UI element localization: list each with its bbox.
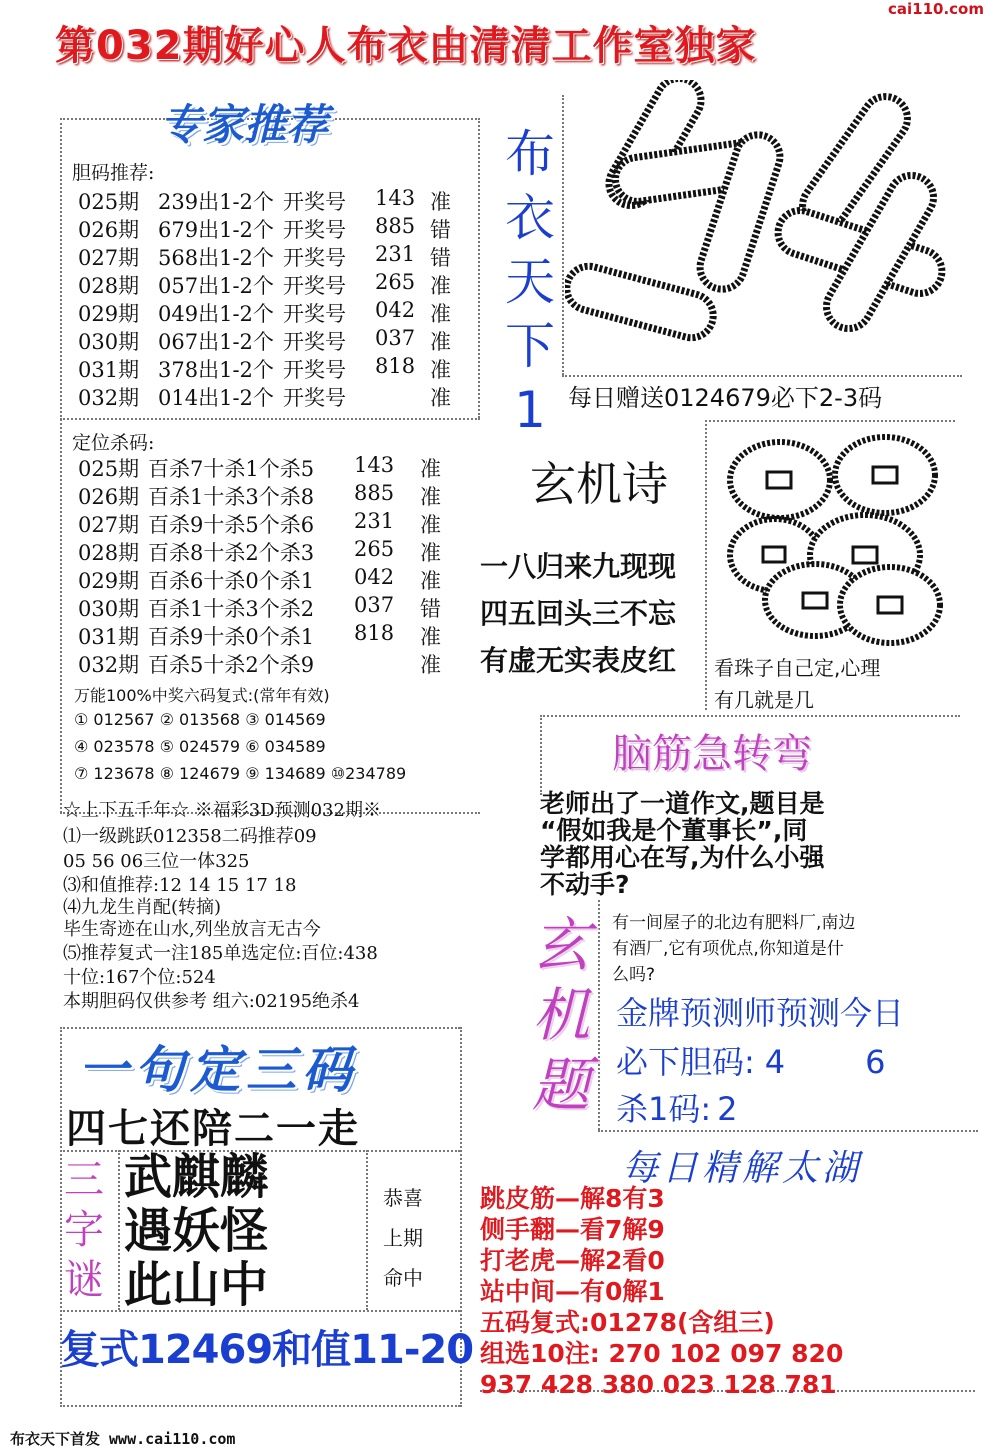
congrats <box>383 1178 423 1298</box>
poem-line: 一八归来九现现 <box>480 550 677 583</box>
dan-row-cell: 057出1-2个 <box>158 274 274 298</box>
divider <box>60 1405 460 1407</box>
dan-row-cell: 032期 <box>78 386 140 410</box>
taihu-lines <box>480 1183 843 1400</box>
dan-row-cell: 265 <box>375 270 416 294</box>
congrats-line: 命中 <box>383 1266 423 1290</box>
dan-row-cell: 239出1-2个 <box>158 190 274 214</box>
question-line: 么吗? <box>612 965 656 985</box>
dan-row-cell: 049出1-2个 <box>158 302 274 326</box>
divider <box>60 118 62 813</box>
numbers-54-graphic <box>565 80 965 375</box>
dan-row-cell: 准 <box>430 274 451 298</box>
kill-row-cell: 百杀8十杀2个杀3 <box>148 541 315 565</box>
divider <box>705 420 707 710</box>
kill-code-line <box>616 1084 738 1130</box>
kill-row-cell: 准 <box>420 485 441 509</box>
divider <box>562 375 962 377</box>
poem-line: 四五回头三不忘 <box>480 597 677 630</box>
dan-row-cell: 042 <box>375 298 416 322</box>
xuanji-ti-char: 机 <box>532 981 591 1049</box>
sanzi-char: 谜 <box>64 1257 104 1303</box>
kill-row-cell: 885 <box>354 481 395 505</box>
daily-gift: 每日赠送0124679必下2-3码 <box>568 384 883 412</box>
site-logo-text[interactable]: cai110.com <box>888 0 984 18</box>
dan-row-cell: 准 <box>430 386 451 410</box>
page-title: 第032期好心人布衣由清清工作室独家 <box>55 23 757 69</box>
six-code-label: 万能100%中奖六码复式:(常年有效) <box>74 686 330 705</box>
history-line: 毕生寄迹在山水,列坐放言无古今 <box>63 919 321 940</box>
divider <box>598 900 600 1130</box>
coins-98-graphic <box>715 425 955 650</box>
footer-link[interactable]: 布衣天下首发 www.cai110.com <box>10 1430 236 1448</box>
dan-row-cell: 378出1-2个 <box>158 358 274 382</box>
kill-row-cell: 032期 <box>78 653 140 677</box>
kill-row-cell: 百杀1十杀3个杀2 <box>148 597 315 621</box>
dan-row-cell: 开奖号 <box>283 386 346 410</box>
xuanji-ti-char: 题 <box>532 1051 591 1119</box>
dan-row-cell: 067出1-2个 <box>158 330 274 354</box>
riddle <box>124 1150 268 1312</box>
dan-row-cell: 开奖号 <box>283 302 346 326</box>
dan-row-cell: 准 <box>430 190 451 214</box>
kill-row-cell: 错 <box>420 597 441 621</box>
vertical-char: 1 <box>514 381 546 439</box>
history-line: ⑴一级跳跃012358二码推荐09 <box>63 826 317 847</box>
taihu-line: 侧手翻—看7解9 <box>480 1215 665 1244</box>
dan-code-b: 6 <box>865 1043 886 1081</box>
dan-row-cell: 开奖号 <box>283 358 346 382</box>
dan-row-cell: 029期 <box>78 302 140 326</box>
dan-row-cell: 037 <box>375 326 416 350</box>
kill-row-cell: 037 <box>354 593 395 617</box>
kill-row-cell: 028期 <box>78 541 140 565</box>
kill-row-cell: 准 <box>420 541 441 565</box>
divider <box>60 1027 460 1029</box>
kill-row-cell: 百杀6十杀0个杀1 <box>148 569 315 593</box>
xuanji-ti-char: 玄 <box>532 911 591 979</box>
dan-row-cell: 031期 <box>78 358 140 382</box>
fushi-text: 复式12469和值11-20 <box>60 1327 474 1373</box>
vertical-char: 天 <box>505 253 555 311</box>
dan-row-cell: 818 <box>375 354 416 378</box>
sanzi-label <box>64 1155 104 1305</box>
kill-row-cell: 265 <box>354 537 395 561</box>
kill-label: 定位杀码: <box>72 432 155 454</box>
gold-title: 金牌预测师预测今日 <box>616 994 905 1032</box>
note-line: 看珠子自己定,心理 <box>714 656 881 680</box>
dan-code-label: 必下胆码: <box>616 1043 755 1081</box>
taihu-line: 组选10注: 270 102 097 820 <box>480 1339 844 1368</box>
kill-table <box>78 453 478 683</box>
kill-row-cell: 准 <box>420 625 441 649</box>
dan-row-cell: 014出1-2个 <box>158 386 274 410</box>
yiju-phrase: 四七还陪二一走 <box>66 1106 360 1152</box>
taihu-banner: 每日精解太湖 <box>622 1148 863 1189</box>
kill-row-cell: 准 <box>420 569 441 593</box>
dan-row-cell: 准 <box>430 302 451 326</box>
note-line: 有几就是几 <box>714 688 814 712</box>
poem-line: 有虚无实表皮红 <box>480 644 677 677</box>
dan-code-a: 4 <box>764 1043 786 1081</box>
coins-98-text: 98 <box>715 425 717 426</box>
vertical-char: 下 <box>505 317 555 375</box>
dan-row-cell: 开奖号 <box>283 218 346 242</box>
dan-row-cell: 错 <box>430 218 451 242</box>
kill-row-cell: 准 <box>420 457 441 481</box>
dan-label: 胆码推荐: <box>72 162 155 184</box>
divider <box>366 1150 368 1310</box>
taihu-line: 五码复式:01278(含组三) <box>480 1308 775 1337</box>
question-line: 有一间屋子的北边有肥料厂,南边 <box>612 913 856 933</box>
dan-row-cell: 准 <box>430 330 451 354</box>
taihu-line: 937 428 380 023 128 781 <box>480 1370 837 1399</box>
kill-row-cell: 准 <box>420 653 441 677</box>
kill-row-cell: 818 <box>354 621 395 645</box>
riddle-line: 遇妖怪 <box>124 1203 269 1259</box>
poem-title: 玄机诗 <box>530 457 668 511</box>
divider <box>478 118 480 418</box>
question-line: 不动手? <box>540 870 630 899</box>
dan-row-cell: 679出1-2个 <box>158 218 274 242</box>
dan-code-line <box>616 1037 886 1083</box>
dan-row-cell: 开奖号 <box>283 274 346 298</box>
congrats-line: 恭喜 <box>383 1186 423 1210</box>
taihu-line: 打老虎—解2看0 <box>480 1246 665 1275</box>
congrats-line: 上期 <box>383 1226 423 1250</box>
dan-row-cell: 568出1-2个 <box>158 246 274 270</box>
question-line: 老师出了一道作文,题目是 <box>540 789 825 818</box>
history-line: ⑶和值推荐:12 14 15 17 18 <box>63 875 297 896</box>
divider <box>562 95 564 375</box>
riddle-line: 武麒麟 <box>124 1149 269 1205</box>
question-line: “假如我是个董事长”,同 <box>540 816 808 845</box>
dan-row-cell: 143 <box>375 186 416 210</box>
dan-row-cell: 开奖号 <box>283 330 346 354</box>
expert-banner: 专家推荐 <box>160 100 329 149</box>
dan-row-cell: 准 <box>430 358 451 382</box>
question-line: 有酒厂,它有项优点,你知道是什 <box>612 939 844 959</box>
divider <box>60 418 480 420</box>
numbers-54-text: 54 <box>565 80 567 81</box>
kill-code-label: 杀1码: <box>616 1090 712 1128</box>
brain-banner: 脑筋急转弯 <box>612 731 812 777</box>
history-line: ⑷九龙生肖配(转摘) <box>63 897 222 918</box>
kill-row-cell: 准 <box>420 513 441 537</box>
vertical-char: 布 <box>505 125 555 183</box>
kill-row-cell: 百杀9十杀5个杀6 <box>148 513 315 537</box>
kill-row-cell: 143 <box>354 453 395 477</box>
history-line: 十位:167个位:524 <box>63 967 216 988</box>
buyi-vertical <box>500 122 560 442</box>
xuanji-ti-label <box>532 910 590 1120</box>
question-line: 学都用心在写,为什么小强 <box>540 843 825 872</box>
sanzi-char: 三 <box>64 1157 104 1203</box>
divider <box>118 1150 120 1310</box>
sanzi-char: 字 <box>64 1207 104 1253</box>
kill-row-cell: 百杀9十杀0个杀1 <box>148 625 315 649</box>
dan-row-cell: 027期 <box>78 246 140 270</box>
riddle-line: 此山中 <box>124 1257 269 1313</box>
vertical-char: 衣 <box>505 189 555 247</box>
dan-row-cell: 025期 <box>78 190 140 214</box>
kill-row-cell: 百杀5十杀2个杀9 <box>148 653 315 677</box>
kill-row-cell: 027期 <box>78 513 140 537</box>
kill-row-cell: 031期 <box>78 625 140 649</box>
dan-row-cell: 028期 <box>78 274 140 298</box>
kill-code-value: 2 <box>717 1090 738 1128</box>
six-code-line: ④ 023578 ⑤ 024579 ⑥ 034589 <box>74 737 326 756</box>
kill-row-cell: 029期 <box>78 569 140 593</box>
kill-row-cell: 042 <box>354 565 395 589</box>
kill-row-cell: 026期 <box>78 485 140 509</box>
dan-row-cell: 开奖号 <box>283 246 346 270</box>
divider <box>705 420 955 422</box>
dan-row-cell: 026期 <box>78 218 140 242</box>
dan-row-cell: 231 <box>375 242 416 266</box>
six-code-line: ⑦ 123678 ⑧ 124679 ⑨ 134689 ⑩234789 <box>74 764 407 783</box>
kill-row-cell: 231 <box>354 509 395 533</box>
dan-row-cell: 开奖号 <box>283 190 346 214</box>
brain-question <box>540 790 825 898</box>
history-line: 本期胆码仅供参考 组六:02195绝杀4 <box>63 991 360 1012</box>
divider <box>598 1130 978 1132</box>
taihu-line: 跳皮筋—解8有3 <box>480 1184 665 1213</box>
xuanji-ti-question <box>612 910 855 988</box>
history-line: ☆上下五千年☆ ※福彩3D预测032期※ <box>63 800 381 821</box>
kill-row-cell: 030期 <box>78 597 140 621</box>
kill-row-cell: 百杀7十杀1个杀5 <box>148 457 315 481</box>
history-line: ⑸推荐复式一注185单选定位:百位:438 <box>63 943 378 964</box>
dan-row-cell: 885 <box>375 214 416 238</box>
taihu-line: 站中间—有0解1 <box>480 1277 665 1306</box>
kill-row-cell: 025期 <box>78 457 140 481</box>
divider <box>540 715 542 795</box>
dan-row-cell: 错 <box>430 246 451 270</box>
dan-row-cell: 030期 <box>78 330 140 354</box>
history-line: 05 56 06三位一体325 <box>63 851 250 872</box>
six-code-line: ① 012567 ② 013568 ③ 014569 <box>74 710 326 729</box>
kill-row-cell: 百杀1十杀3个杀8 <box>148 485 315 509</box>
dan-table <box>78 186 478 416</box>
poem-note <box>714 652 880 716</box>
yiju-banner: 一句定三码 <box>78 1041 358 1099</box>
